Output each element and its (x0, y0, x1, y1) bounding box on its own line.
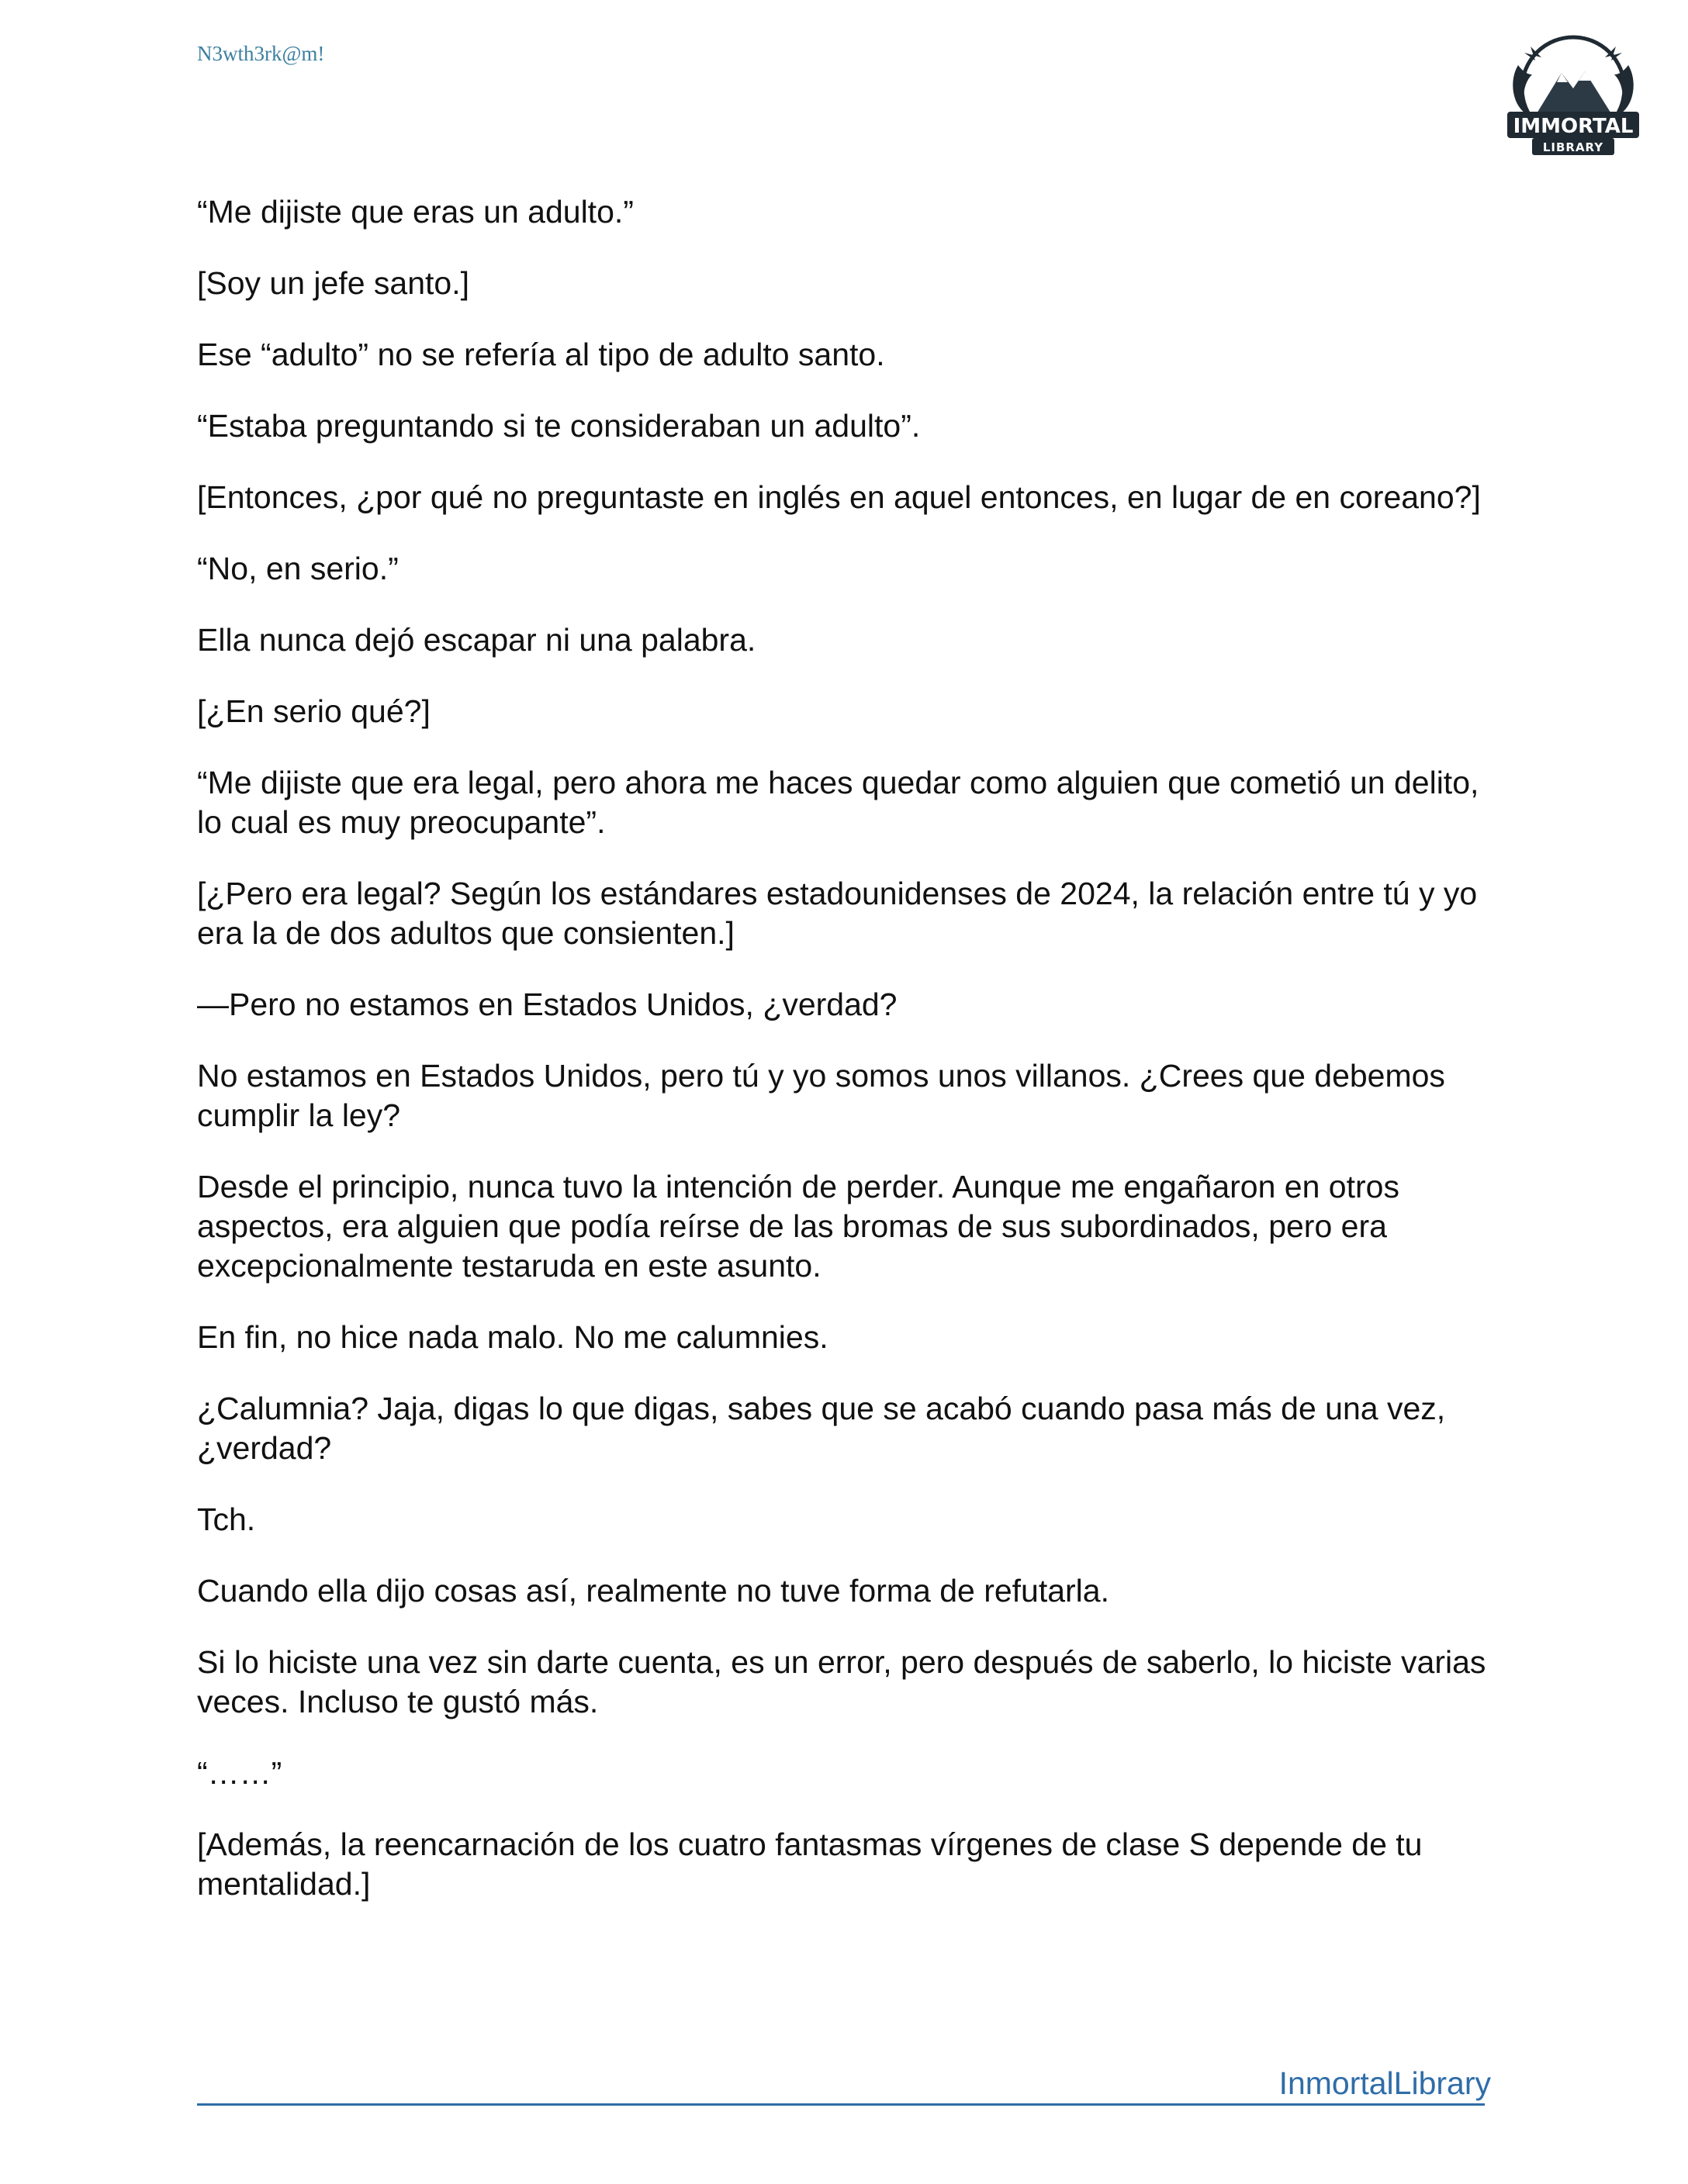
paragraph: Cuando ella dijo cosas así, realmente no tuve forma de refutarla. (197, 1573, 1109, 1609)
paragraph: [Además, la reencarnación de los cuatro fantasmas vírgenes de clase S depende de tu mentalidad.] (197, 1826, 1423, 1902)
logo-text-library: LIBRARY (1542, 140, 1604, 154)
logo-text-immortal: IMMORTAL (1513, 115, 1634, 138)
paragraph: “Estaba preguntando si te consideraban un adulto”. (197, 408, 921, 444)
paragraph: “Me dijiste que era legal, pero ahora me haces quedar como alguien que cometió un delito, lo cual es muy preocupante”. (197, 765, 1479, 840)
paragraph: [Entonces, ¿por qué no preguntaste en inglés en aquel entonces, en lugar de en coreano?] (197, 479, 1481, 515)
paragraph: [¿Pero era legal? Según los estándares estadounidenses de 2024, la relación entre tú y yo era la de dos adultos que consienten.] (197, 876, 1478, 951)
paragraph: [¿En serio qué?] (197, 693, 431, 729)
paragraph: “No, en serio.” (197, 551, 399, 586)
header-watermark: N3wth3rk@m! (197, 42, 325, 65)
paragraph: “Me dijiste que eras un adulto.” (197, 194, 634, 230)
paragraph: Ella nunca dejó escapar ni una palabra. (197, 622, 756, 658)
paragraph: En fin, no hice nada malo. No me calumnies. (197, 1319, 828, 1355)
paragraph: Tch. (197, 1502, 256, 1537)
paragraph: “……” (197, 1755, 282, 1791)
immortal-library-logo (1501, 34, 1645, 158)
paragraph: Ese “adulto” no se refería al tipo de adulto santo. (197, 337, 885, 372)
paragraph: Desde el principio, nunca tuvo la intención de perder. Aunque me engañaron en otros aspectos, era alguien que podía reírse de las bromas de sus subordinados, pero era excepcionalmente testaruda en este asunto. (197, 1169, 1399, 1284)
paragraph: —Pero no estamos en Estados Unidos, ¿verdad? (197, 987, 898, 1022)
document-body (197, 192, 1491, 1936)
paragraph: ¿Calumnia? Jaja, digas lo que digas, sabes que se acabó cuando pasa más de una vez, ¿verdad? (197, 1391, 1446, 1466)
footer-divider (197, 2103, 1485, 2106)
paragraph: [Soy un jefe santo.] (197, 265, 470, 301)
paragraph: Si lo hiciste una vez sin darte cuenta, es un error, pero después de saberlo, lo hiciste varias veces. Incluso te gustó más. (197, 1644, 1486, 1719)
footer-link[interactable]: InmortalLibrary (1278, 2065, 1491, 2101)
paragraph: No estamos en Estados Unidos, pero tú y yo somos unos villanos. ¿Crees que debemos cumplir la ley? (197, 1058, 1445, 1133)
